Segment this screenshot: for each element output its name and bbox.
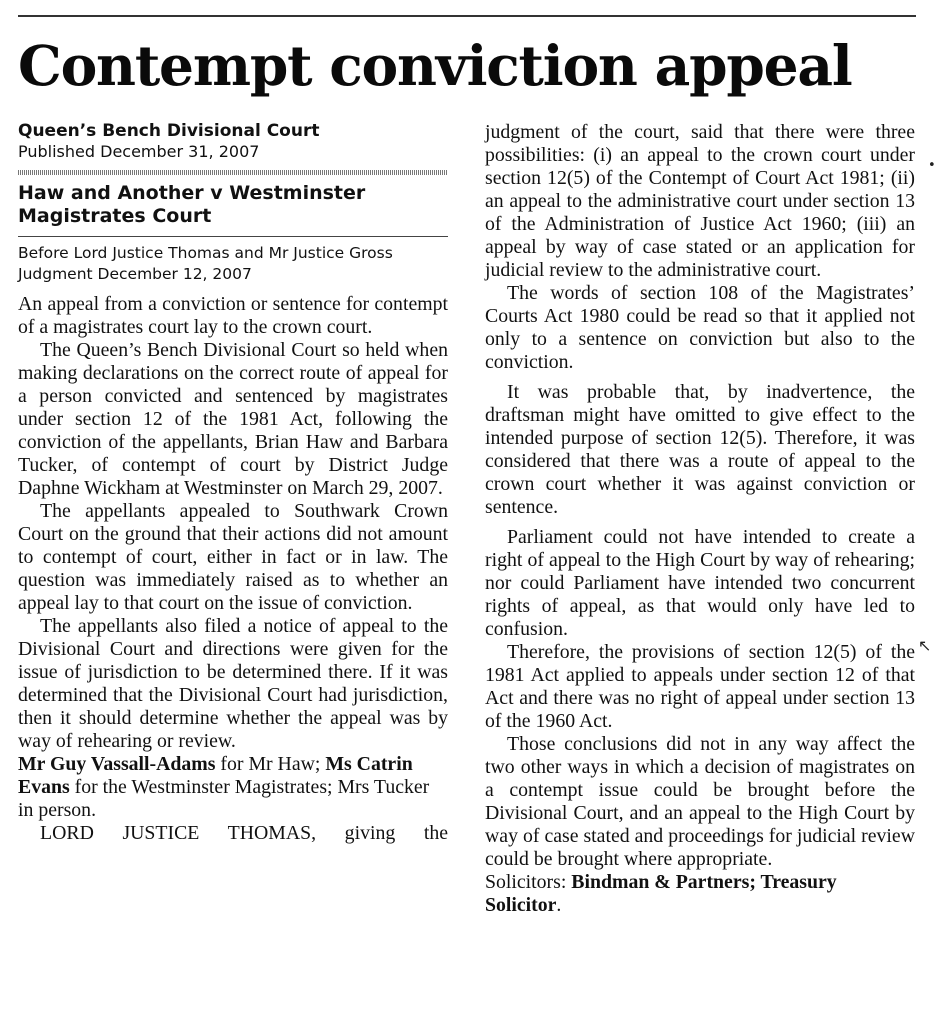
judgment-date: Judgment December 12, 2007 [18, 265, 252, 283]
counsel-line [18, 753, 448, 822]
top-rule [18, 15, 916, 17]
counsel-1-name: Mr Guy Vassall-Adams [18, 753, 216, 775]
left-column [18, 120, 448, 845]
paragraph-5-start: LORD JUSTICE THOMAS, giving the [40, 822, 448, 844]
right-column [485, 121, 915, 917]
paragraph-3: The appellants appealed to Southwark Crown Court on the ground that their actions did not amount to contempt of court, either in fact or in law. The question was immediately raised as to whether an appeal lay to that court on the issue of conviction. [18, 500, 448, 614]
paragraph-4: The appellants also filed a notice of appeal to the Divisional Court and directions were given for the issue of jurisdiction to be determined there. If it was determined that the Divisional Court had jurisdiction, then it should determine whether the appeal was by way of rehearing or review. [18, 615, 448, 752]
counsel-1-text: for Mr Haw; [215, 753, 326, 775]
counsel-2-text: for the Westminster Magistrates; Mrs Tucker in person. [18, 776, 430, 821]
paragraph-2: The Queen’s Bench Divisional Court so held when making declarations on the correct route of appeal for a person convicted and sentenced by magistrates under section 12 of the 1981 Act, following the conviction of the appellants, Brian Haw and Barbara Tucker, of contempt of court by District Judge Daphne Wickham at Westminster on March 29, 2007. [18, 339, 448, 499]
paragraph-5-continued: judgment of the court, said that there were three possibilities: (i) an appeal to the crown court under section 12(5) of the Contempt of Court Act 1981; (ii) an appeal to the administrative court under section 13 of the Administration of Justice Act 1960; (iii) an appeal by way of case stated or an application for judicial review to the administrative court. [485, 121, 915, 281]
paragraph-6: The words of section 108 of the Magistrates’ Courts Act 1980 could be read so that it applied not only to a sentence on conviction but also to the conviction. [485, 282, 915, 373]
thin-rule [18, 236, 448, 237]
paragraph-7: It was probable that, by inadvertence, the draftsman might have omitted to give effect to the intended purpose of section 12(5). Therefore, it was considered that there was a route of appeal to the crown court whether it was against conviction or sentence. [485, 381, 915, 518]
counsel-2-name: Ms Catrin Evans [18, 753, 413, 798]
case-name: Haw and Another v Westminster Magistrates Court [18, 182, 366, 227]
solicitors-end: . [556, 894, 562, 916]
margin-dot-mark: • [928, 158, 936, 173]
solicitors-label: Solicitors: [485, 871, 572, 893]
dotted-rule [18, 170, 448, 175]
solicitors-names: Bindman & Partners; Treasury Solicitor [485, 871, 837, 916]
court-name: Queen’s Bench Divisional Court [18, 121, 320, 141]
margin-pencil-mark: ↖ [918, 636, 932, 655]
right-body-text [485, 121, 915, 917]
paragraph-8: Parliament could not have intended to create a right of appeal to the High Court by way of rehearing; nor could Parliament have intended two concurrent rights of appeal, as that would only have led to confusion. [485, 526, 915, 640]
left-body-text [18, 293, 448, 845]
paragraph-1: An appeal from a conviction or sentence for contempt of a magistrates court lay to the crown court. [18, 293, 448, 338]
solicitors-line [485, 871, 915, 917]
published-date: Published December 31, 2007 [18, 142, 260, 161]
paragraph-9: Therefore, the provisions of section 12(5) of the 1981 Act applied to appeals under section 12 of that Act and there was no right of appeal under section 13 of the 1960 Act. [485, 641, 915, 732]
paragraph-10: Those conclusions did not in any way affect the two other ways in which a decision of magistrates on a contempt issue could be brought before the Divisional Court, and an appeal to the High Court by way of case stated and proceedings for judicial review could be brought where appropriate. [485, 733, 915, 870]
headline: Contempt conviction appeal [18, 33, 852, 98]
judges-line: Before Lord Justice Thomas and Mr Justice Gross [18, 244, 393, 262]
